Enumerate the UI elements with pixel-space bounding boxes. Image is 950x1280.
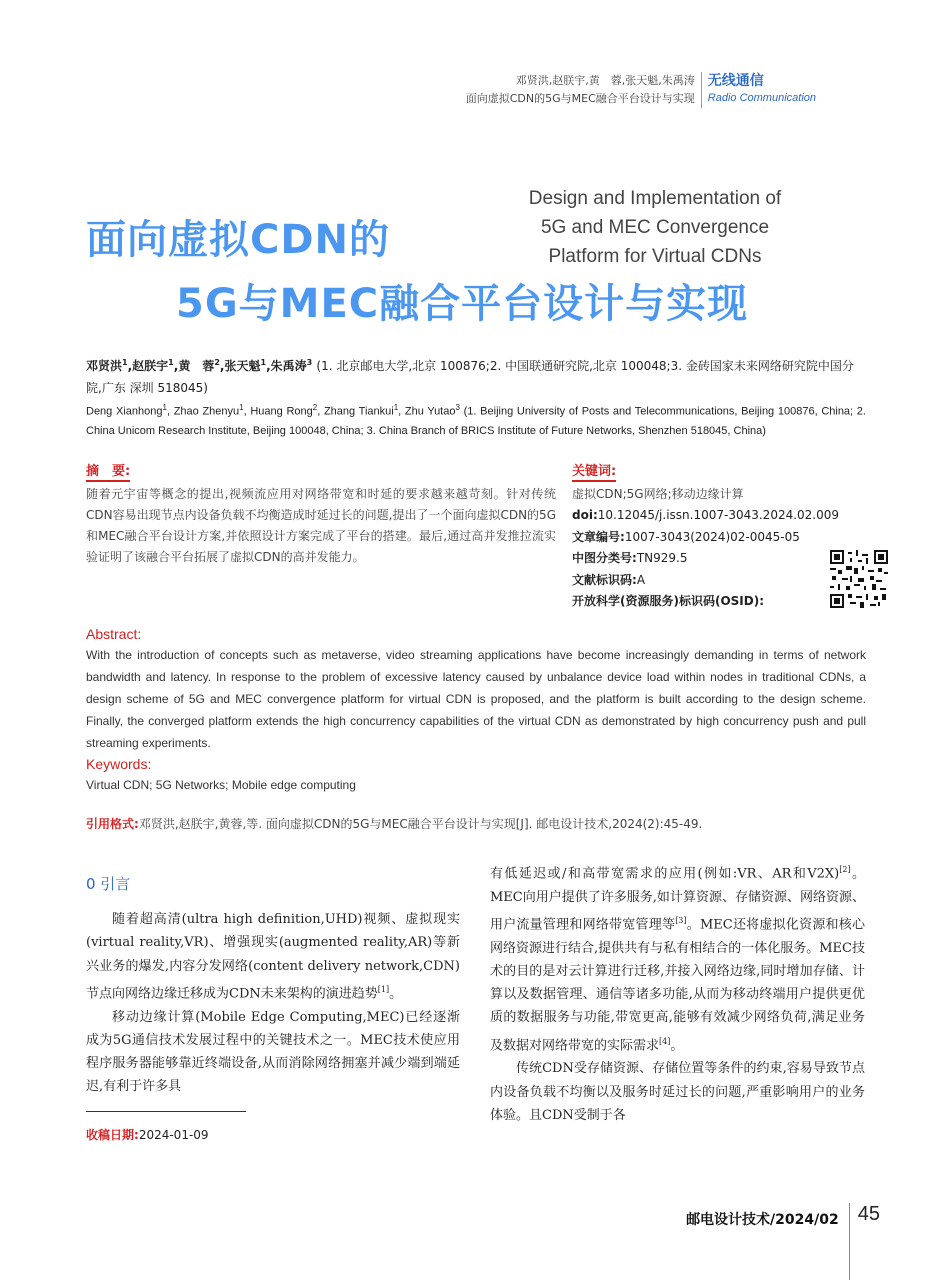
affiliation-mark: 3 xyxy=(455,403,460,412)
keywords-en-text: Virtual CDN; 5G Networks; Mobile edge computing xyxy=(86,778,356,792)
author: 张天魁 xyxy=(224,359,261,373)
affiliations-chinese: (1. 北京邮电大学,北京 100876;2. 中国联通研究院,北京 100048;3. 金砖国家未来网络研究院中国分院,广东 深圳 518045) xyxy=(86,359,854,395)
reference-mark[interactable]: [2] xyxy=(839,865,851,874)
citation-text: 邓贤洪,赵朕宇,黄蓉,等. 面向虚拟CDN的5G与MEC融合平台设计与实现[J]. 邮电设计技术,2024(2):45-49. xyxy=(138,817,703,831)
affiliation-mark: 1 xyxy=(168,358,174,367)
clc-line xyxy=(572,548,872,570)
affiliations-english: (1. Beijing University of Posts and Telecommunications, Beijing 100876, China; 2. China Unicom Research Institute, Beijing 100048, China; 3. China Branch of BRICS Institute of Future Networks, Shenzhen 518045, China) xyxy=(86,405,866,437)
received-value: 2024-01-09 xyxy=(138,1127,209,1142)
paragraph-text: 。 xyxy=(670,1038,684,1054)
doc-code-value: A xyxy=(636,572,646,587)
article-number-line xyxy=(572,527,872,549)
keywords-text: 虚拟CDN;5G网络;移动边缘计算 xyxy=(572,487,744,501)
paragraph: 传统CDN受存储资源、存储位置等条件的约束,容易导致节点内设备负载不均衡以及服务时延过长的问题,严重影响用户的业务体验。且CDN受制于各 xyxy=(490,1061,865,1123)
title-chinese-line1: 面向虚拟CDN的 xyxy=(86,217,391,263)
page-number: 45 xyxy=(849,1203,880,1280)
title-en-line: Design and Implementation of xyxy=(528,188,782,209)
running-head xyxy=(466,72,816,108)
running-head-section xyxy=(702,72,816,108)
abstract-text: 随着元宇宙等概念的提出,视频流应用对网络带宽和时延的要求越来越苛刻。针对传统CDN容易出现节点内设备负载不均衡造成时延过长的问题,提出了一个面向虚拟CDN的5G和MEC融合平台设计方案,并依照设计方案完成了平台的搭建。最后,通过高并发推拉流实验证明了该融合平台拓展了虚拟CDN的高并发能力。 xyxy=(86,487,556,564)
authors-chinese: 邓贤洪$^1$,赵朕宇$^1$,黄 蓉$^2$,张天魁$^1$,朱禹涛$^3$ (1. 北京邮电大学,北京 100876;2. 中国联通研究院,北京 100048;3. 金砖国家未来网络研究院中国分院,广东 深圳 518045) xyxy=(86,358,854,395)
citation-format xyxy=(86,815,866,832)
article-number-value: 1007-3043(2024)02-0045-05 xyxy=(624,529,800,544)
abstract-en-text: With the introduction of concepts such as metaverse, video streaming applications have become increasingly demanding in terms of network bandwidth and latency. In response to the problem of excessive latency caused by unbalance device load within nodes in traditional CDNs, a design scheme of 5G and MEC convergence platform for virtual CDN is proposed, and the platform is built according to the design scheme. Finally, the converged platform extends the high concurrency capabilities of the virtual CDN as demonstrated by high concurrency push and pull streaming experiments. xyxy=(86,648,866,750)
footer-journal: 邮电设计技术/2024/02 xyxy=(686,1212,839,1228)
osid-line xyxy=(572,591,872,613)
affiliation-mark: 1 xyxy=(239,403,244,412)
affiliation-mark: 3 xyxy=(306,358,313,367)
reference-mark[interactable]: [3] xyxy=(675,915,687,925)
reference-mark[interactable]: [1] xyxy=(377,984,390,994)
osid-label: 开放科学(资源服务)标识码(OSID): xyxy=(572,594,765,608)
author: Huang Rong xyxy=(250,405,313,418)
affiliation-mark: 1 xyxy=(260,358,267,367)
paragraph xyxy=(490,858,865,1057)
title-chinese-line2: 5G与MEC融合平台设计与实现 xyxy=(176,281,749,327)
author: 朱禹涛 xyxy=(270,359,307,373)
doi-value[interactable]: 10.12045/j.issn.1007-3043.2024.02.009 xyxy=(597,508,840,522)
title-en-line: Platform for Virtual CDNs xyxy=(548,246,762,267)
footnote-divider xyxy=(86,1111,246,1112)
abstract-en-label: Abstract: xyxy=(86,626,142,642)
running-head-title: 面向虚拟CDN的5G与MEC融合平台设计与实现 xyxy=(465,92,695,105)
author: Zhu Yutao xyxy=(404,405,456,418)
author: Deng Xianhong xyxy=(86,405,163,418)
qr-code-icon[interactable] xyxy=(830,550,888,608)
title-en-line: 5G and MEC Convergence xyxy=(540,217,770,238)
received-date xyxy=(86,1126,460,1143)
article-number-label: 文章编号: xyxy=(572,529,625,544)
affiliation-mark: 2 xyxy=(214,358,220,367)
clc-label: 中图分类号: xyxy=(572,551,637,565)
doi-line xyxy=(572,505,872,527)
citation-label: 引用格式: xyxy=(86,817,139,831)
section-heading-introduction: 0 引言 xyxy=(86,875,131,893)
author: Zhang Tiankui xyxy=(323,405,394,418)
author: 邓贤洪 xyxy=(86,359,123,373)
paragraph-text: 随着超高清(ultra high definition,UHD)视频、虚拟现实(virtual reality,VR)、增强现实(augmented reality,AR)等新兴业务的爆发,内容分发网络(content delivery network,CDN)节点向网络边缘迁移成为CDN未来架构的演进趋势 xyxy=(86,912,460,1002)
affiliation-mark: 1 xyxy=(122,358,128,367)
reference-mark[interactable]: [4] xyxy=(659,1036,671,1046)
section-name-en: Radio Communication xyxy=(707,92,816,104)
clc-value: TN929.5 xyxy=(636,551,688,565)
title-english xyxy=(505,184,805,271)
received-label: 收稿日期: xyxy=(86,1127,139,1142)
running-head-authors: 邓贤洪,赵朕宇,黄 蓉,张天魁,朱禹涛 xyxy=(515,74,695,87)
affiliation-mark: 1 xyxy=(393,403,399,412)
doc-code-line xyxy=(572,570,872,592)
abstract-english xyxy=(86,624,866,796)
paragraph-text: 。MEC向用户提供了许多服务,如计算资源、存储资源、网络资源、用户流量管理和网络带宽管理等 xyxy=(490,866,865,933)
running-head-left xyxy=(466,72,702,108)
affiliation-mark: 2 xyxy=(312,403,318,412)
paragraph xyxy=(86,908,460,1006)
keywords-label: 关键词: xyxy=(572,463,616,482)
author: 赵朕宇 xyxy=(132,359,169,373)
abstract-chinese xyxy=(86,460,556,568)
body-column-right xyxy=(490,858,865,1127)
body-column-left xyxy=(86,870,460,1143)
authors-english: Deng Xianhong$^1$, Zhao Zhenyu$^1$, Huang Rong$^2$, Zhang Tiankui$^1$, Zhu Yutao$^3$ (1. Beijing University of Posts and Telecommunications, Beijing 100876, China; 2. China Unicom Research Institute, Beijing 100048, China; 3. China Branch of BRICS Institute of Future Networks, Shenzhen 518045, China) xyxy=(86,403,866,437)
keywords-en-label: Keywords: xyxy=(86,756,152,772)
page-footer xyxy=(686,1203,880,1280)
doi-label: doi: xyxy=(572,508,598,522)
affiliation-mark: 1 xyxy=(162,403,167,412)
keywords-panel xyxy=(572,460,872,613)
author: 黄 蓉 xyxy=(178,359,215,373)
paragraph-text: 。 xyxy=(389,986,403,1002)
author: Zhao Zhenyu xyxy=(173,405,240,418)
doc-code-label: 文献标识码: xyxy=(572,572,637,587)
abstract-label: 摘 要: xyxy=(86,463,130,482)
paragraph-text: 。MEC还将虚拟化资源和核心网络资源进行结合,提供共有与私有相结合的一体化服务。MEC技术的目的是对云计算进行迁移,并接入网络边缘,同时增加存储、计算以及数据管理、通信等诸多功能,从而为移动终端用户提供更优质的数据服务与功能,带宽更高,能够有效减少网络负荷,满足业务及数据对网络带宽的实际需求 xyxy=(490,917,865,1054)
paragraph-text: 有低延迟或/和高带宽需求的应用(例如:VR、AR和V2X) xyxy=(490,866,840,882)
section-name-cn: 无线通信 xyxy=(707,73,764,89)
paragraph: 移动边缘计算(Mobile Edge Computing,MEC)已经逐渐成为5G通信技术发展过程中的关键技术之一。MEC技术使应用程序服务器能够靠近终端设备,从而消除网络拥塞并减少端到端延迟,有利于许多具 xyxy=(86,1009,460,1095)
